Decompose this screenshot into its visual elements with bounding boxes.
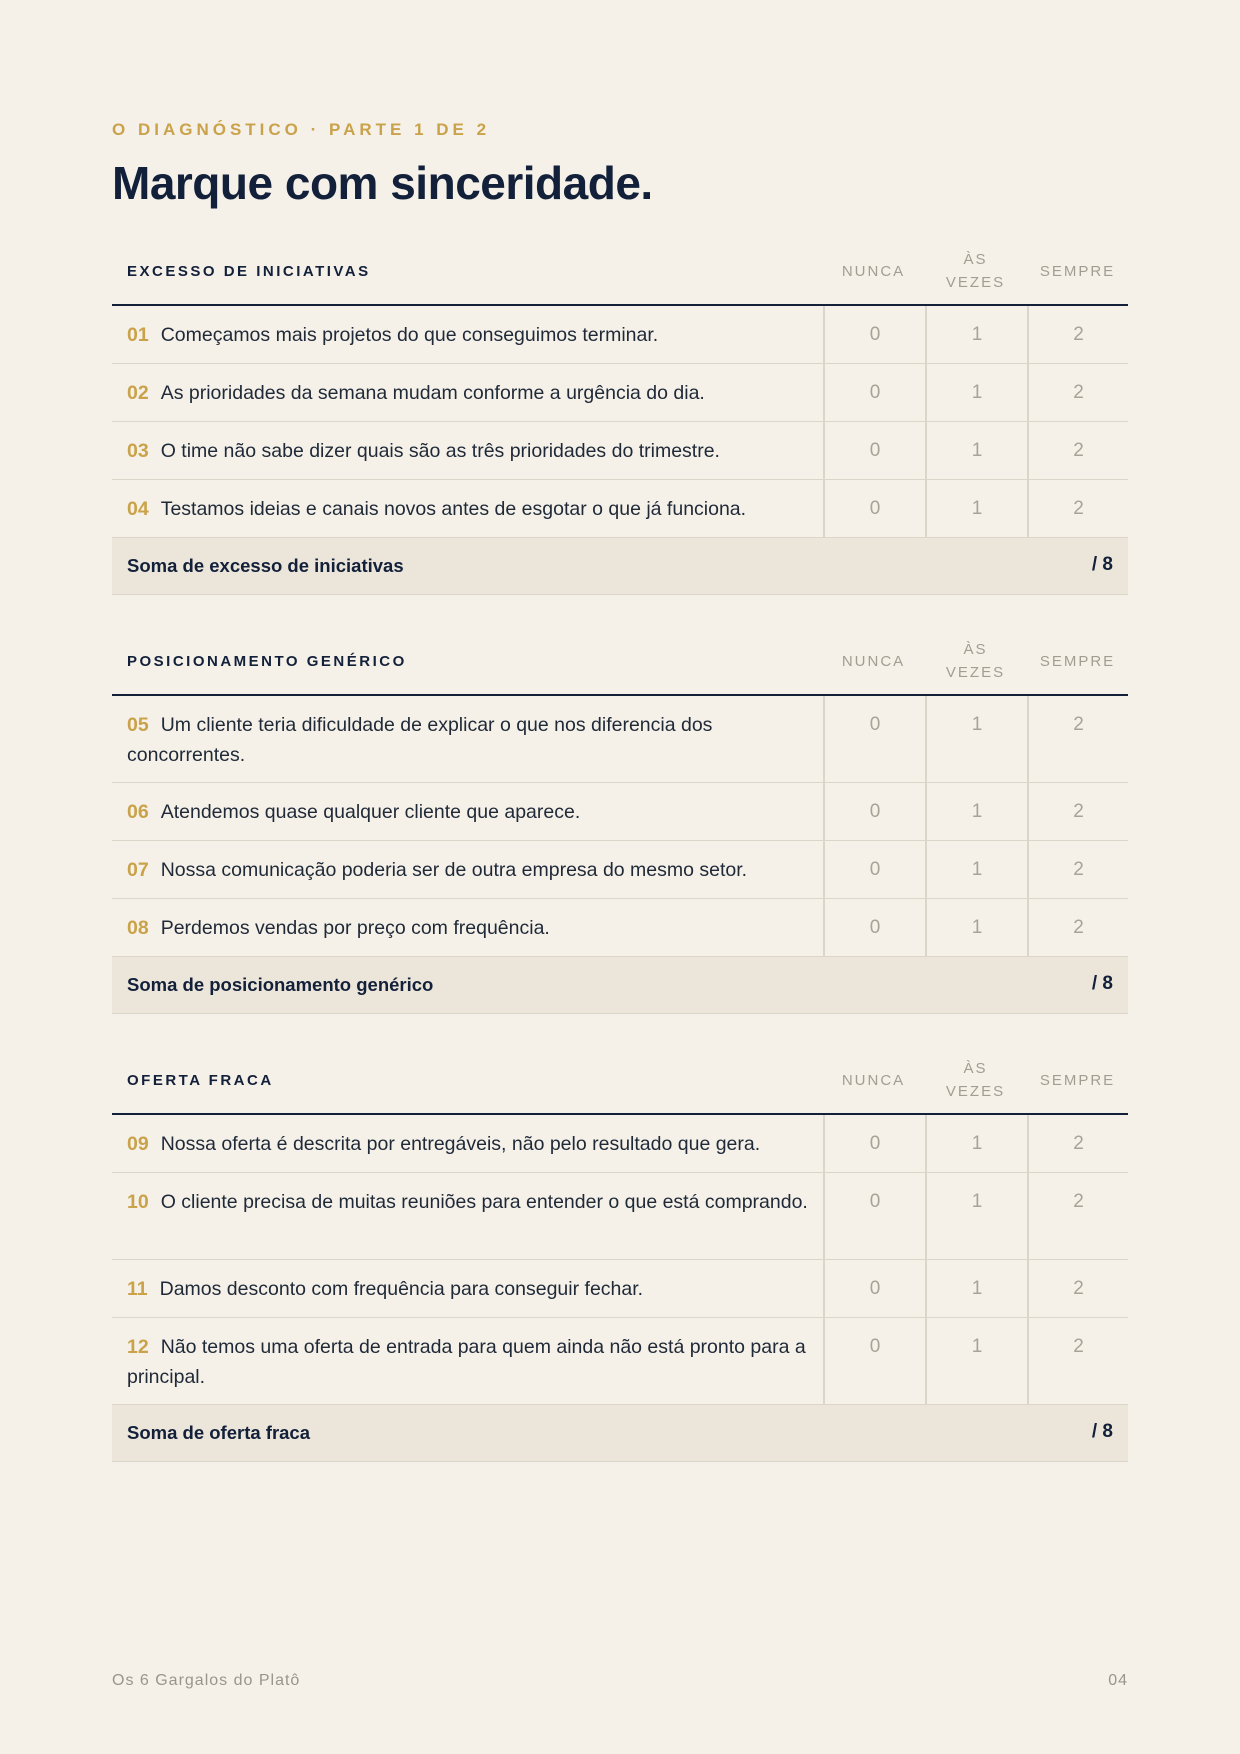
- section-header: [112, 626, 1128, 696]
- column-header: ÀS VEZES: [945, 251, 1006, 291]
- question-row: [112, 422, 1128, 480]
- column-header: ÀS VEZES: [945, 1060, 1006, 1100]
- question-label: O time não sabe dizer quais são as três prioridades do trimestre.: [160, 440, 720, 462]
- sum-label: Soma de oferta fraca: [127, 1422, 311, 1443]
- question-text: [112, 899, 823, 956]
- score-option-2[interactable]: 2: [1027, 783, 1128, 840]
- question-label: Nossa comunicação poderia ser de outra empresa do mesmo setor.: [160, 859, 748, 881]
- question-number: 05: [127, 714, 149, 736]
- score-option-0[interactable]: 0: [823, 306, 925, 363]
- section-header: [112, 1045, 1128, 1115]
- question-number: 04: [127, 498, 149, 520]
- sum-total: / 8: [1091, 554, 1113, 575]
- score-option-2[interactable]: 2: [1027, 1260, 1128, 1317]
- score-option-2[interactable]: 2: [1027, 306, 1128, 363]
- question-text: [112, 696, 823, 782]
- section-sum-row: [112, 957, 1128, 1014]
- question-label: Damos desconto com frequência para conseguir fechar.: [159, 1278, 644, 1300]
- score-option-1[interactable]: 1: [925, 899, 1027, 956]
- question-number: 01: [127, 324, 149, 346]
- diagnostic-section: [112, 236, 1128, 595]
- score-option-0[interactable]: 0: [823, 1173, 925, 1259]
- score-option-1[interactable]: 1: [925, 783, 1027, 840]
- score-option-2[interactable]: 2: [1027, 841, 1128, 898]
- score-option-0[interactable]: 0: [823, 899, 925, 956]
- question-text: [112, 364, 823, 421]
- column-header: SEMPRE: [1039, 1071, 1116, 1089]
- section-header: [112, 236, 1128, 306]
- score-option-2[interactable]: 2: [1027, 696, 1128, 782]
- question-row: [112, 1318, 1128, 1405]
- question-row: [112, 899, 1128, 957]
- question-row: [112, 1115, 1128, 1173]
- section-title: OFERTA FRACA: [127, 1072, 274, 1089]
- question-number: 02: [127, 382, 149, 404]
- question-label: As prioridades da semana mudam conforme a urgência do dia.: [160, 382, 705, 404]
- question-text: [112, 1260, 823, 1317]
- section-title: EXCESSO DE INICIATIVAS: [127, 263, 371, 280]
- section-sum-row: [112, 1405, 1128, 1462]
- question-text: [112, 783, 823, 840]
- eyebrow: O DIAGNÓSTICO · PARTE 1 DE 2: [112, 120, 491, 139]
- question-text: [112, 306, 823, 363]
- score-option-0[interactable]: 0: [823, 422, 925, 479]
- diagnostic-section: [112, 626, 1128, 1014]
- question-text: [112, 480, 823, 537]
- section-title: POSICIONAMENTO GENÉRICO: [127, 653, 407, 670]
- sum-total: / 8: [1091, 973, 1113, 994]
- question-number: 07: [127, 859, 149, 881]
- score-option-2[interactable]: 2: [1027, 422, 1128, 479]
- score-option-2[interactable]: 2: [1027, 1115, 1128, 1172]
- score-option-0[interactable]: 0: [823, 841, 925, 898]
- question-label: Não temos uma oferta de entrada para quem ainda não está pronto para a principal.: [127, 1336, 806, 1388]
- footer-title: Os 6 Gargalos do Platô: [112, 1672, 301, 1689]
- sum-label: Soma de posicionamento genérico: [127, 974, 434, 995]
- section-sum-row: [112, 538, 1128, 595]
- score-option-2[interactable]: 2: [1027, 1318, 1128, 1404]
- question-number: 06: [127, 801, 149, 823]
- question-row: [112, 364, 1128, 422]
- question-text: [112, 1115, 823, 1172]
- score-option-1[interactable]: 1: [925, 1260, 1027, 1317]
- column-header: ÀS VEZES: [945, 641, 1006, 681]
- column-header: NUNCA: [841, 262, 906, 280]
- question-number: 03: [127, 440, 149, 462]
- question-text: [112, 1318, 823, 1404]
- question-label: Testamos ideias e canais novos antes de esgotar o que já funciona.: [160, 498, 747, 520]
- score-option-0[interactable]: 0: [823, 1115, 925, 1172]
- column-header: NUNCA: [841, 1071, 906, 1089]
- score-option-1[interactable]: 1: [925, 1173, 1027, 1259]
- score-option-1[interactable]: 1: [925, 364, 1027, 421]
- question-number: 12: [127, 1336, 149, 1358]
- column-header: SEMPRE: [1039, 652, 1116, 670]
- column-header: SEMPRE: [1039, 262, 1116, 280]
- sum-total: / 8: [1091, 1421, 1113, 1442]
- question-row: [112, 480, 1128, 538]
- question-label: O cliente precisa de muitas reuniões para entender o que está comprando.: [160, 1191, 808, 1213]
- question-text: [112, 1173, 823, 1259]
- question-row: [112, 306, 1128, 364]
- score-option-0[interactable]: 0: [823, 480, 925, 537]
- question-number: 08: [127, 917, 149, 939]
- question-row: [112, 841, 1128, 899]
- question-label: Um cliente teria dificuldade de explicar o que nos diferencia dos concorrentes.: [127, 714, 713, 766]
- score-option-0[interactable]: 0: [823, 364, 925, 421]
- question-label: Começamos mais projetos do que conseguimos terminar.: [160, 324, 659, 346]
- sum-label: Soma de excesso de iniciativas: [127, 555, 404, 576]
- question-text: [112, 422, 823, 479]
- score-option-2[interactable]: 2: [1027, 480, 1128, 537]
- score-option-1[interactable]: 1: [925, 422, 1027, 479]
- page-title: Marque com sinceridade.: [112, 157, 653, 209]
- page: [112, 0, 1128, 1754]
- diagnostic-section: [112, 1045, 1128, 1462]
- question-row: [112, 696, 1128, 783]
- score-option-1[interactable]: 1: [925, 1318, 1027, 1404]
- question-number: 10: [127, 1191, 149, 1213]
- score-option-1[interactable]: 1: [925, 1115, 1027, 1172]
- page-number: 04: [1108, 1672, 1128, 1689]
- score-option-2[interactable]: 2: [1027, 364, 1128, 421]
- question-number: 11: [127, 1278, 148, 1300]
- question-label: Perdemos vendas por preço com frequência.: [160, 917, 550, 939]
- question-label: Atendemos quase qualquer cliente que aparece.: [160, 801, 581, 823]
- question-row: [112, 1260, 1128, 1318]
- column-header: NUNCA: [841, 652, 906, 670]
- question-text: [112, 841, 823, 898]
- question-row: [112, 1173, 1128, 1260]
- question-number: 09: [127, 1133, 149, 1155]
- score-option-1[interactable]: 1: [925, 841, 1027, 898]
- score-option-2[interactable]: 2: [1027, 1173, 1128, 1259]
- score-option-1[interactable]: 1: [925, 696, 1027, 782]
- score-option-0[interactable]: 0: [823, 696, 925, 782]
- score-option-1[interactable]: 1: [925, 306, 1027, 363]
- question-row: [112, 783, 1128, 841]
- question-label: Nossa oferta é descrita por entregáveis, não pelo resultado que gera.: [160, 1133, 761, 1155]
- score-option-0[interactable]: 0: [823, 1318, 925, 1404]
- score-option-0[interactable]: 0: [823, 783, 925, 840]
- score-option-1[interactable]: 1: [925, 480, 1027, 537]
- score-option-0[interactable]: 0: [823, 1260, 925, 1317]
- score-option-2[interactable]: 2: [1027, 899, 1128, 956]
